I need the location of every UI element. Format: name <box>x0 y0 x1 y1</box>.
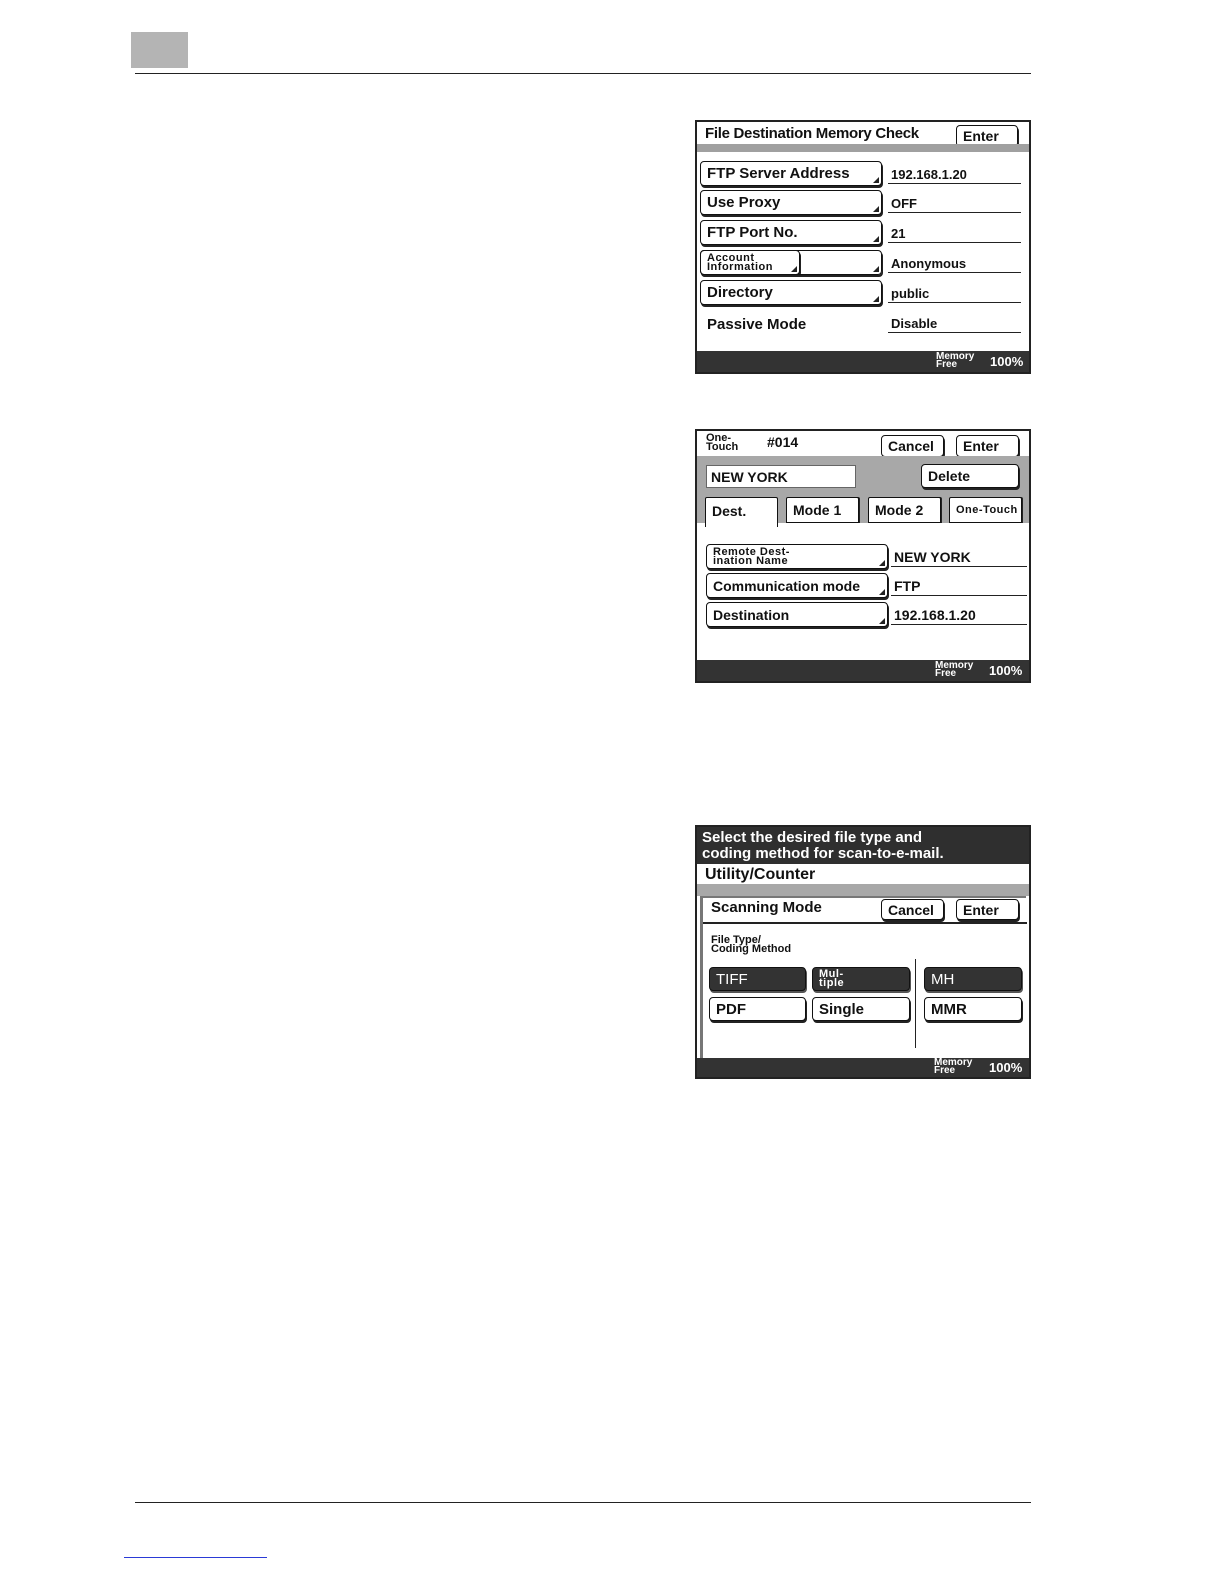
remote-destination-name-value: NEW YORK <box>891 545 1027 567</box>
cancel-button[interactable]: Cancel <box>881 435 944 457</box>
memory-free-value: 100% <box>990 354 1024 369</box>
destination-name-field[interactable]: NEW YORK <box>706 465 856 488</box>
delete-button[interactable]: Delete <box>921 464 1019 488</box>
one-touch-number: #014 <box>767 434 799 450</box>
memory-label: Memory Free <box>935 660 974 679</box>
file-destination-memory-check-screen <box>695 120 1031 374</box>
group-divider <box>915 959 916 1048</box>
header-rule <box>135 73 1031 74</box>
single-button[interactable]: Single <box>812 997 910 1021</box>
section-title: Utility/Counter <box>705 866 816 883</box>
tab-mode-1[interactable]: Mode 1 <box>786 497 859 523</box>
passive-mode-label: Passive Mode <box>707 316 807 333</box>
use-proxy-value: OFF <box>888 191 1021 213</box>
destination-value: 192.168.1.20 <box>891 603 1027 625</box>
mh-button[interactable]: MH <box>924 967 1022 991</box>
memory-free-value: 100% <box>989 663 1023 678</box>
instruction-message-bar <box>697 827 1029 864</box>
memory-label: Memory Free <box>936 351 975 370</box>
ftp-server-address-button[interactable]: FTP Server Address <box>700 161 882 186</box>
footer-rule <box>135 1502 1031 1503</box>
file-type-coding-method-label: File Type/ Coding Method <box>711 934 792 955</box>
memory-status-bar <box>697 660 1029 681</box>
tab-dest[interactable]: Dest. <box>705 497 778 527</box>
enter-button[interactable]: Enter <box>956 125 1018 147</box>
destination-button[interactable]: Destination <box>706 602 888 627</box>
remote-destination-name-button[interactable]: Remote Dest-ination Name <box>706 544 888 569</box>
footer-link-underline <box>124 1557 267 1558</box>
use-proxy-button[interactable]: Use Proxy <box>700 190 882 215</box>
title-separator-bar <box>697 144 1029 152</box>
directory-value: public <box>888 281 1021 303</box>
instruction-line-1: Select the desired file type and <box>702 829 923 846</box>
mmr-button[interactable]: MMR <box>924 997 1022 1021</box>
scanning-mode-title: Scanning Mode <box>711 899 822 916</box>
scanning-mode-screen <box>695 825 1031 1079</box>
tab-mode-2[interactable]: Mode 2 <box>868 497 941 523</box>
chapter-tab <box>131 32 188 68</box>
enter-button[interactable]: Enter <box>956 435 1019 457</box>
ftp-port-no-value: 21 <box>888 221 1021 243</box>
ftp-port-no-button[interactable]: FTP Port No. <box>700 220 882 245</box>
ftp-server-address-value: 192.168.1.20 <box>888 162 1021 184</box>
tab-one-touch[interactable]: One-Touch <box>949 497 1022 523</box>
account-information-button[interactable]: Account Information <box>700 250 800 275</box>
memory-status-bar <box>697 351 1029 372</box>
tiff-button[interactable]: TIFF <box>709 967 806 991</box>
screen-title: File Destination Memory Check <box>705 125 919 142</box>
account-information-value: Anonymous <box>888 251 1021 273</box>
cancel-button[interactable]: Cancel <box>881 899 944 920</box>
memory-free-value: 100% <box>989 1060 1023 1075</box>
communication-mode-value: FTP <box>891 574 1027 596</box>
passive-mode-value: Disable <box>888 311 1021 333</box>
instruction-line-2: coding method for scan-to-e-mail. <box>702 845 944 862</box>
memory-label: Memory Free <box>934 1057 973 1076</box>
enter-button[interactable]: Enter <box>956 899 1019 920</box>
account-information-button-frame[interactable] <box>700 250 882 275</box>
multiple-button[interactable]: Mul-tiple <box>812 967 910 991</box>
section-grey-area <box>697 884 1029 896</box>
pdf-button[interactable]: PDF <box>709 997 806 1021</box>
directory-button[interactable]: Directory <box>700 280 882 305</box>
one-touch-label: One- Touch <box>706 432 739 453</box>
memory-status-bar <box>697 1058 1029 1077</box>
communication-mode-button[interactable]: Communication mode <box>706 573 888 598</box>
one-touch-registration-screen <box>695 429 1031 683</box>
title-underline <box>703 922 1027 924</box>
